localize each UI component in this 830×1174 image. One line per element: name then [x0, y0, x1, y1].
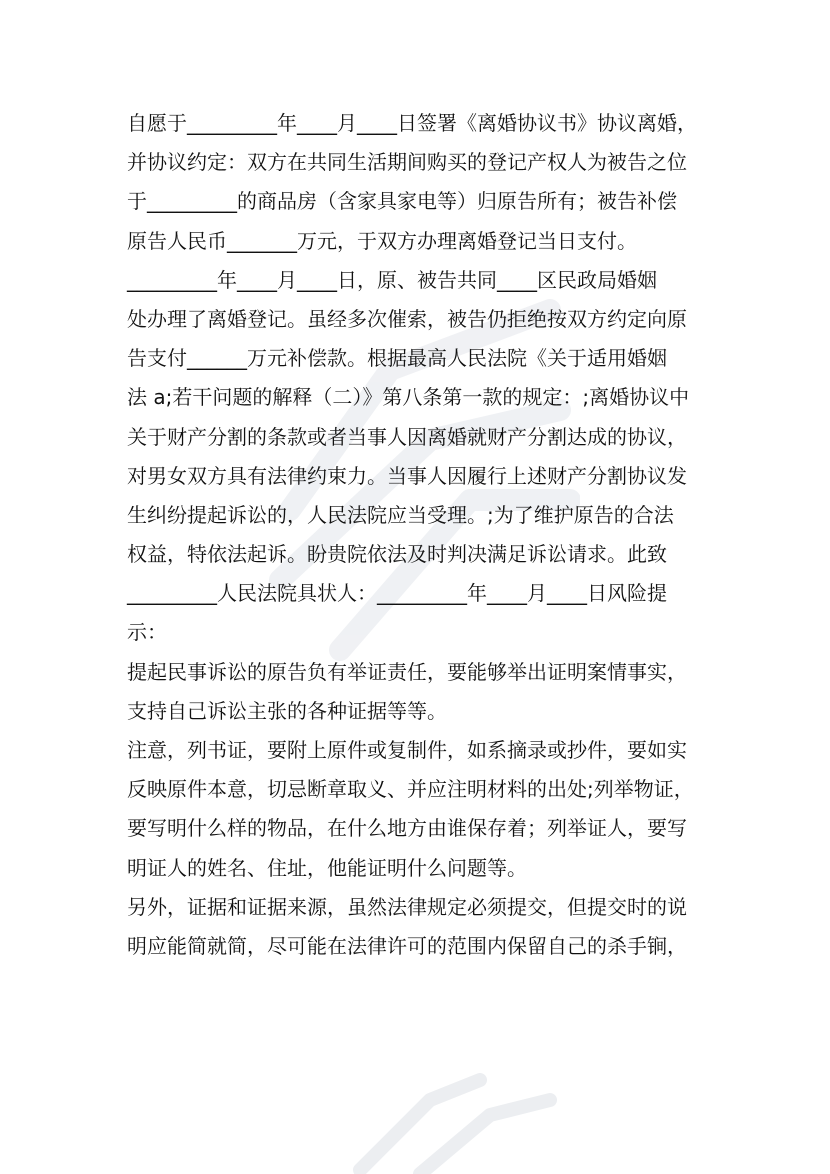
text-line: 提起民事诉讼的原告负有举证责任，要能够举出证明案情事实， [127, 659, 687, 684]
text-line: 并协议约定：双方在共同生活期间购买的登记产权人为被告之位 [127, 150, 687, 175]
text-line: 原告人民币_______万元，于双方办理离婚登记当日支付。 [127, 228, 637, 253]
text-line: 另外，证据和证据来源，虽然法律规定必须提交，但提交时的说 [127, 894, 687, 919]
text-line: 关于财产分割的条款或者当事人因离婚就财产分割达成的协议， [127, 424, 687, 449]
text-line: 支持自己诉讼主张的各种证据等等。 [127, 698, 447, 723]
text-line: 反映原件本意，切忌断章取义、并应注明材料的出处;列举物证， [127, 777, 694, 802]
text-line: _________年____月____日，原、被告共同____区民政局婚姻 [127, 267, 657, 292]
text-line: 注意，列书证，要附上原件或复制件，如系摘录或抄件，要如实 [127, 738, 687, 762]
text-line: 处办理了离婚登记。虽经多次催索，被告仍拒绝按双方约定向原 [127, 306, 687, 331]
text-line: 对男女双方具有法律约束力。当事人因履行上述财产分割协议发 [127, 463, 687, 488]
text-line: 要写明什么样的物品，在什么地方由谁保存着；列举证人，要写 [127, 816, 687, 841]
document-body [127, 104, 707, 966]
text-line: 示： [127, 620, 167, 645]
text-line: 法 a;若干问题的解释（二）》第八条第一款的规定：;离婚协议中 [127, 385, 690, 410]
text-line: 于_________的商品房（含家具家电等）归原告所有；被告补偿 [127, 189, 677, 214]
text-line: 权益，特依法起诉。盼贵院依法及时判决满足诉讼请求。此致 [127, 542, 667, 567]
text-line: 生纠纷提起诉讼的，人民法院应当受理。;为了维护原告的合法 [127, 502, 674, 527]
text-line: 明应能简就简，尽可能在法律许可的范围内保留自己的杀手锏， [127, 933, 687, 958]
watermark-bottom-icon [340, 1060, 570, 1174]
text-line: _________人民法院具状人：_________年____月____日风险提 [127, 581, 667, 606]
text-line: 告支付______万元补偿款。根据最高人民法院《关于适用婚姻 [127, 346, 667, 371]
text-line: 明证人的姓名、住址，他能证明什么问题等。 [127, 855, 527, 880]
text-line: 自愿于_________年____月____日签署《离婚协议书》协议离婚， [127, 111, 697, 135]
